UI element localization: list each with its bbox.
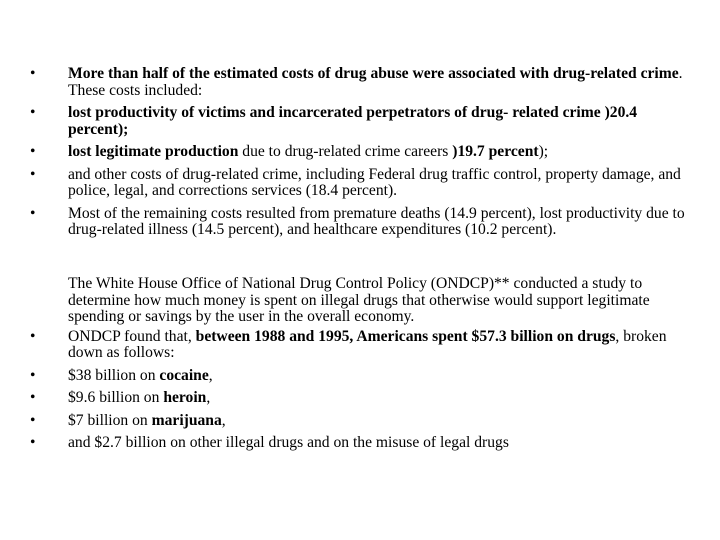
text-segment: $7 billion on: [68, 411, 152, 429]
bullet-icon: •: [30, 65, 36, 82]
list-item: [30, 329, 685, 362]
text-segment: , broken down as follows:: [68, 327, 667, 361]
bold-text-segment: lost productivity of victims and incarcerated perpetrators of drug- related crime )20.4 percent);: [68, 104, 638, 138]
list-item: [30, 167, 685, 200]
list-item: [30, 368, 685, 385]
bold-text-segment: marijuana: [151, 411, 222, 429]
list-item: [30, 390, 685, 407]
bold-text-segment: between 1988 and 1995, Americans spent $57.3 billion on drugs: [195, 327, 616, 345]
list-item: [30, 206, 685, 239]
text-segment: ,: [221, 411, 226, 429]
ondcp-spending-list: [30, 276, 685, 458]
bold-text-segment: heroin: [163, 389, 207, 406]
list-item: [30, 435, 685, 452]
bullet-icon: •: [30, 143, 36, 160]
bold-text-segment: )19.7 percent: [452, 143, 539, 160]
list-item: [30, 413, 685, 430]
text-segment: . These costs included:: [68, 65, 683, 99]
text-segment: $38 billion on: [68, 366, 160, 384]
text-segment: and other costs of drug-related crime, including Federal drug traffic control, property damage, and police, legal, and corrections services (18.4 percent).: [68, 165, 681, 199]
bullet-icon: •: [30, 165, 36, 183]
text-segment: and $2.7 billion on other illegal drugs and on the misuse of legal drugs: [68, 434, 509, 451]
bullet-icon: •: [30, 366, 36, 384]
bullet-icon: •: [30, 204, 36, 222]
text-segment: due to drug-related crime careers: [238, 143, 453, 160]
bullet-icon: •: [30, 389, 36, 406]
text-segment: );: [538, 143, 549, 160]
list-item: [30, 276, 685, 326]
drug-crime-costs-list: [30, 66, 685, 245]
text-segment: ,: [208, 366, 213, 384]
list-item: [30, 105, 685, 138]
bullet-icon: •: [30, 327, 36, 345]
bullet-icon: •: [30, 104, 36, 121]
bold-text-segment: cocaine: [159, 366, 209, 384]
text-segment: Most of the remaining costs resulted from premature deaths (14.9 percent), lost productivity due to drug-related illness (14.5 percent), and healthcare expenditures (10.2 percent).: [68, 204, 685, 238]
text-segment: $9.6 billion on: [68, 389, 164, 406]
bold-text-segment: More than half of the estimated costs of drug abuse were associated with drug-related crime: [68, 65, 679, 82]
text-segment: ONDCP found that,: [68, 327, 196, 345]
bold-text-segment: lost legitimate production: [68, 143, 239, 160]
text-segment: ,: [206, 389, 211, 406]
bullet-icon: •: [30, 434, 36, 451]
text-segment: The White House Office of National Drug Control Policy (ONDCP)** conducted a study to determine how much money is spent on illegal drugs that otherwise would support legitimate spending or savings by the user in the overall economy.: [68, 275, 650, 325]
list-item: [30, 66, 685, 99]
bullet-icon: •: [30, 411, 36, 429]
list-item: [30, 144, 685, 161]
